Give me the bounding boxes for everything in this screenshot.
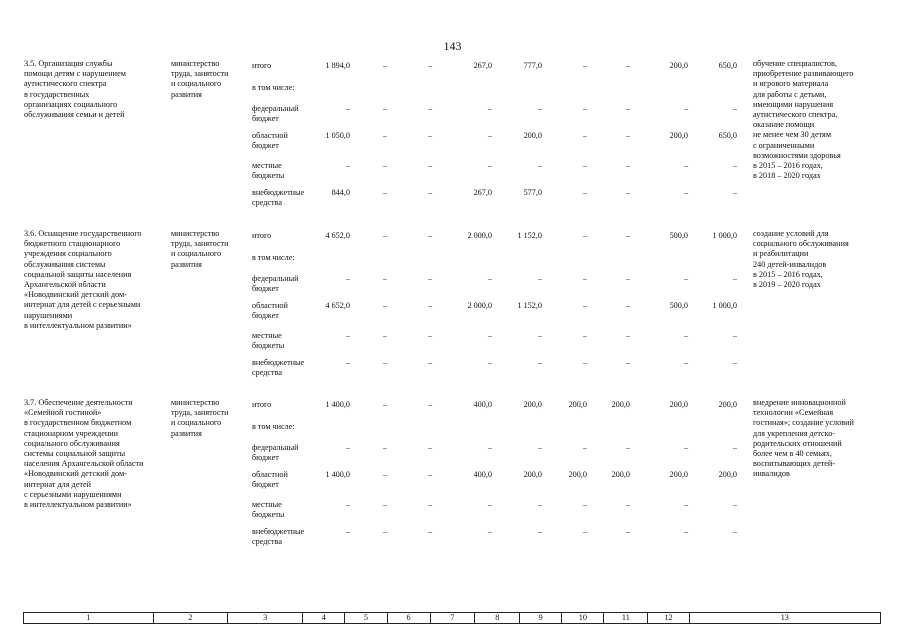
funding-source: итого	[252, 400, 272, 409]
amount-y2017: 200,0	[523, 131, 542, 140]
amount-y2016: –	[487, 131, 492, 140]
amount-y2021: –	[732, 527, 737, 536]
amount-y2014: –	[382, 188, 387, 197]
amount-total: –	[345, 331, 350, 340]
amount-y2014: –	[382, 500, 387, 509]
amount-y2018: –	[582, 301, 587, 310]
amount-y2021: –	[732, 274, 737, 283]
amount-y2015: –	[427, 331, 432, 340]
amount-y2017: –	[537, 331, 542, 340]
amount-y2014: –	[382, 61, 387, 70]
amount-y2015: –	[427, 231, 432, 240]
column-number-cell: 4	[303, 613, 345, 623]
amount-total: 1 894,0	[325, 61, 350, 70]
amount-y2019: –	[625, 301, 630, 310]
amount-y2015: –	[427, 527, 432, 536]
expected-result: создание условий для социального обслуживания и реабилитации 240 детей-инвалидов в 2015 – 2016 годах, в 2019 – 2020 годах	[753, 229, 849, 290]
amount-y2016: –	[487, 443, 492, 452]
amount-y2020: –	[683, 331, 688, 340]
amount-y2015: –	[427, 61, 432, 70]
amount-y2015: –	[427, 358, 432, 367]
amount-y2020: 500,0	[669, 301, 688, 310]
amount-y2020: –	[683, 161, 688, 170]
column-number-cell: 5	[345, 613, 387, 623]
column-number-cell: 3	[228, 613, 303, 623]
amount-y2020: 200,0	[669, 61, 688, 70]
amount-y2021: 1 000,0	[712, 231, 737, 240]
funding-source: в том числе:	[252, 422, 295, 431]
column-number-cell: 10	[562, 613, 604, 623]
funding-source: областной бюджет	[252, 470, 288, 490]
amount-y2021: 650,0	[718, 131, 737, 140]
amount-total: 4 652,0	[325, 231, 350, 240]
executor: министерство труда, занятости и социального развития	[171, 59, 229, 99]
funding-source: итого	[252, 61, 272, 70]
amount-total: –	[345, 443, 350, 452]
section-title: 3.5. Организация службы помощи детям с нарушением аутистического спектра в государственных организациях социального обслуживания семьи и детей	[24, 59, 126, 120]
column-number-row	[23, 612, 881, 624]
amount-y2017: 1 152,0	[517, 231, 542, 240]
amount-y2016: –	[487, 161, 492, 170]
amount-y2018: –	[582, 331, 587, 340]
amount-y2018: 200,0	[568, 470, 587, 479]
amount-y2020: –	[683, 527, 688, 536]
amount-y2020: –	[683, 443, 688, 452]
amount-y2019: 200,0	[611, 470, 630, 479]
amount-y2014: –	[382, 104, 387, 113]
amount-y2017: 1 152,0	[517, 301, 542, 310]
amount-y2019: –	[625, 527, 630, 536]
amount-y2014: –	[382, 131, 387, 140]
executor: министерство труда, занятости и социального развития	[171, 229, 229, 269]
amount-y2017: 777,0	[523, 61, 542, 70]
amount-y2020: –	[683, 500, 688, 509]
amount-y2019: 200,0	[611, 400, 630, 409]
amount-y2021: –	[732, 500, 737, 509]
amount-total: –	[345, 358, 350, 367]
amount-y2015: –	[427, 104, 432, 113]
amount-y2020: –	[683, 104, 688, 113]
amount-y2017: 200,0	[523, 470, 542, 479]
amount-y2020: –	[683, 274, 688, 283]
column-number-cell: 9	[520, 613, 562, 623]
amount-y2019: –	[625, 358, 630, 367]
amount-y2014: –	[382, 331, 387, 340]
amount-y2019: –	[625, 500, 630, 509]
amount-y2021: –	[732, 188, 737, 197]
amount-y2015: –	[427, 443, 432, 452]
amount-y2021: 1 000,0	[712, 301, 737, 310]
amount-y2014: –	[382, 470, 387, 479]
amount-y2017: –	[537, 161, 542, 170]
amount-y2014: –	[382, 400, 387, 409]
amount-y2018: 200,0	[568, 400, 587, 409]
amount-y2018: –	[582, 131, 587, 140]
amount-y2020: –	[683, 188, 688, 197]
amount-total: –	[345, 104, 350, 113]
amount-y2018: –	[582, 527, 587, 536]
amount-y2014: –	[382, 358, 387, 367]
column-number-cell: 6	[388, 613, 431, 623]
amount-y2019: –	[625, 104, 630, 113]
section-title: 3.7. Обеспечение деятельности «Семейной гостиной» в государственном бюджетном стационарном учреждении социального обслуживания системы социальной защиты населения Архангельской области «Новодвинский детский дом- интернат для детей с серьезными нарушениями в интеллектуальном развитии»	[24, 398, 144, 510]
amount-y2016: 400,0	[473, 400, 492, 409]
amount-total: 4 652,0	[325, 301, 350, 310]
amount-total: –	[345, 274, 350, 283]
program-section	[0, 398, 905, 568]
amount-y2020: 200,0	[669, 131, 688, 140]
amount-y2017: –	[537, 443, 542, 452]
funding-source: местные бюджеты	[252, 331, 285, 351]
amount-y2020: 200,0	[669, 470, 688, 479]
amount-y2018: –	[582, 61, 587, 70]
amount-y2016: 400,0	[473, 470, 492, 479]
funding-source: внебюджетные средства	[252, 527, 305, 547]
amount-y2015: –	[427, 131, 432, 140]
funding-source: местные бюджеты	[252, 500, 285, 520]
amount-y2021: –	[732, 331, 737, 340]
amount-y2018: –	[582, 443, 587, 452]
expected-result: внедрение инновационной технологии «Семейная гостиная»; создание условий для укрепления детско- родительских отношений более чем в 40 семьях, воспитывающих детей- инвалидов	[753, 398, 854, 479]
amount-y2017: –	[537, 500, 542, 509]
amount-y2019: –	[625, 188, 630, 197]
funding-source: местные бюджеты	[252, 161, 285, 181]
amount-y2018: –	[582, 231, 587, 240]
amount-y2019: –	[625, 131, 630, 140]
amount-total: –	[345, 161, 350, 170]
amount-y2016: 2 000,0	[467, 231, 492, 240]
amount-total: –	[345, 500, 350, 509]
amount-total: 1 400,0	[325, 470, 350, 479]
amount-y2016: 2 000,0	[467, 301, 492, 310]
amount-y2014: –	[382, 301, 387, 310]
amount-y2019: –	[625, 331, 630, 340]
funding-source: областной бюджет	[252, 301, 288, 321]
program-section	[0, 229, 905, 399]
amount-y2019: –	[625, 161, 630, 170]
amount-y2016: –	[487, 358, 492, 367]
amount-y2017: 577,0	[523, 188, 542, 197]
amount-y2017: –	[537, 104, 542, 113]
amount-y2019: –	[625, 61, 630, 70]
column-number-cell: 12	[648, 613, 689, 623]
amount-y2014: –	[382, 274, 387, 283]
amount-y2015: –	[427, 500, 432, 509]
amount-y2016: –	[487, 331, 492, 340]
amount-y2018: –	[582, 500, 587, 509]
amount-y2018: –	[582, 161, 587, 170]
amount-y2015: –	[427, 400, 432, 409]
amount-y2015: –	[427, 470, 432, 479]
amount-y2016: –	[487, 527, 492, 536]
amount-y2016: –	[487, 500, 492, 509]
amount-y2016: 267,0	[473, 61, 492, 70]
amount-y2018: –	[582, 358, 587, 367]
amount-y2017: –	[537, 274, 542, 283]
amount-y2018: –	[582, 188, 587, 197]
amount-y2015: –	[427, 188, 432, 197]
amount-total: 1 050,0	[325, 131, 350, 140]
amount-y2015: –	[427, 274, 432, 283]
funding-source: внебюджетные средства	[252, 188, 305, 208]
amount-y2020: 200,0	[669, 400, 688, 409]
amount-y2019: –	[625, 274, 630, 283]
amount-total: 1 400,0	[325, 400, 350, 409]
amount-y2015: –	[427, 161, 432, 170]
expected-result: обучение специалистов, приобретение развивающего и игрового материала для работы с детьми, имеющими нарушения аутистического спектра, оказание помощи не менее чем 30 детям с ограниченными возможностями здоровья в 2015 – 2016 годах, в 2018 – 2020 годах	[753, 59, 854, 181]
program-section	[0, 59, 905, 229]
page-number: 143	[443, 39, 462, 53]
amount-y2021: –	[732, 358, 737, 367]
funding-source: в том числе:	[252, 253, 295, 262]
amount-total: 844,0	[331, 188, 350, 197]
column-number-cell: 2	[154, 613, 228, 623]
amount-y2020: 500,0	[669, 231, 688, 240]
column-number-cell: 11	[604, 613, 648, 623]
funding-source: федеральный бюджет	[252, 443, 299, 463]
amount-y2020: –	[683, 358, 688, 367]
amount-y2021: 200,0	[718, 400, 737, 409]
section-title: 3.6. Оснащение государственного бюджетного стационарного учреждения социального обслуживания системы социальной защиты населения Архангельской области «Новодвинский детский дом- интернат для детей с серьезными нарушениями в интеллектуальном развитии»	[24, 229, 142, 330]
amount-y2017: –	[537, 527, 542, 536]
amount-y2016: –	[487, 274, 492, 283]
funding-source: федеральный бюджет	[252, 104, 299, 124]
column-number-cell: 1	[24, 613, 154, 623]
funding-source: итого	[252, 231, 272, 240]
amount-y2018: –	[582, 104, 587, 113]
amount-y2014: –	[382, 161, 387, 170]
funding-source: в том числе:	[252, 83, 295, 92]
amount-y2019: –	[625, 231, 630, 240]
amount-y2018: –	[582, 274, 587, 283]
amount-y2015: –	[427, 301, 432, 310]
amount-y2021: –	[732, 104, 737, 113]
executor: министерство труда, занятости и социального развития	[171, 398, 229, 438]
amount-y2017: 200,0	[523, 400, 542, 409]
column-number-cell: 8	[475, 613, 520, 623]
amount-total: –	[345, 527, 350, 536]
amount-y2014: –	[382, 527, 387, 536]
funding-source: федеральный бюджет	[252, 274, 299, 294]
column-number-cell: 7	[431, 613, 476, 623]
funding-source: внебюджетные средства	[252, 358, 305, 378]
amount-y2019: –	[625, 443, 630, 452]
amount-y2016: 267,0	[473, 188, 492, 197]
amount-y2021: 650,0	[718, 61, 737, 70]
amount-y2016: –	[487, 104, 492, 113]
amount-y2014: –	[382, 443, 387, 452]
funding-source: областной бюджет	[252, 131, 288, 151]
amount-y2014: –	[382, 231, 387, 240]
amount-y2021: 200,0	[718, 470, 737, 479]
amount-y2017: –	[537, 358, 542, 367]
column-number-cell: 13	[780, 613, 789, 622]
amount-y2021: –	[732, 443, 737, 452]
amount-y2021: –	[732, 161, 737, 170]
